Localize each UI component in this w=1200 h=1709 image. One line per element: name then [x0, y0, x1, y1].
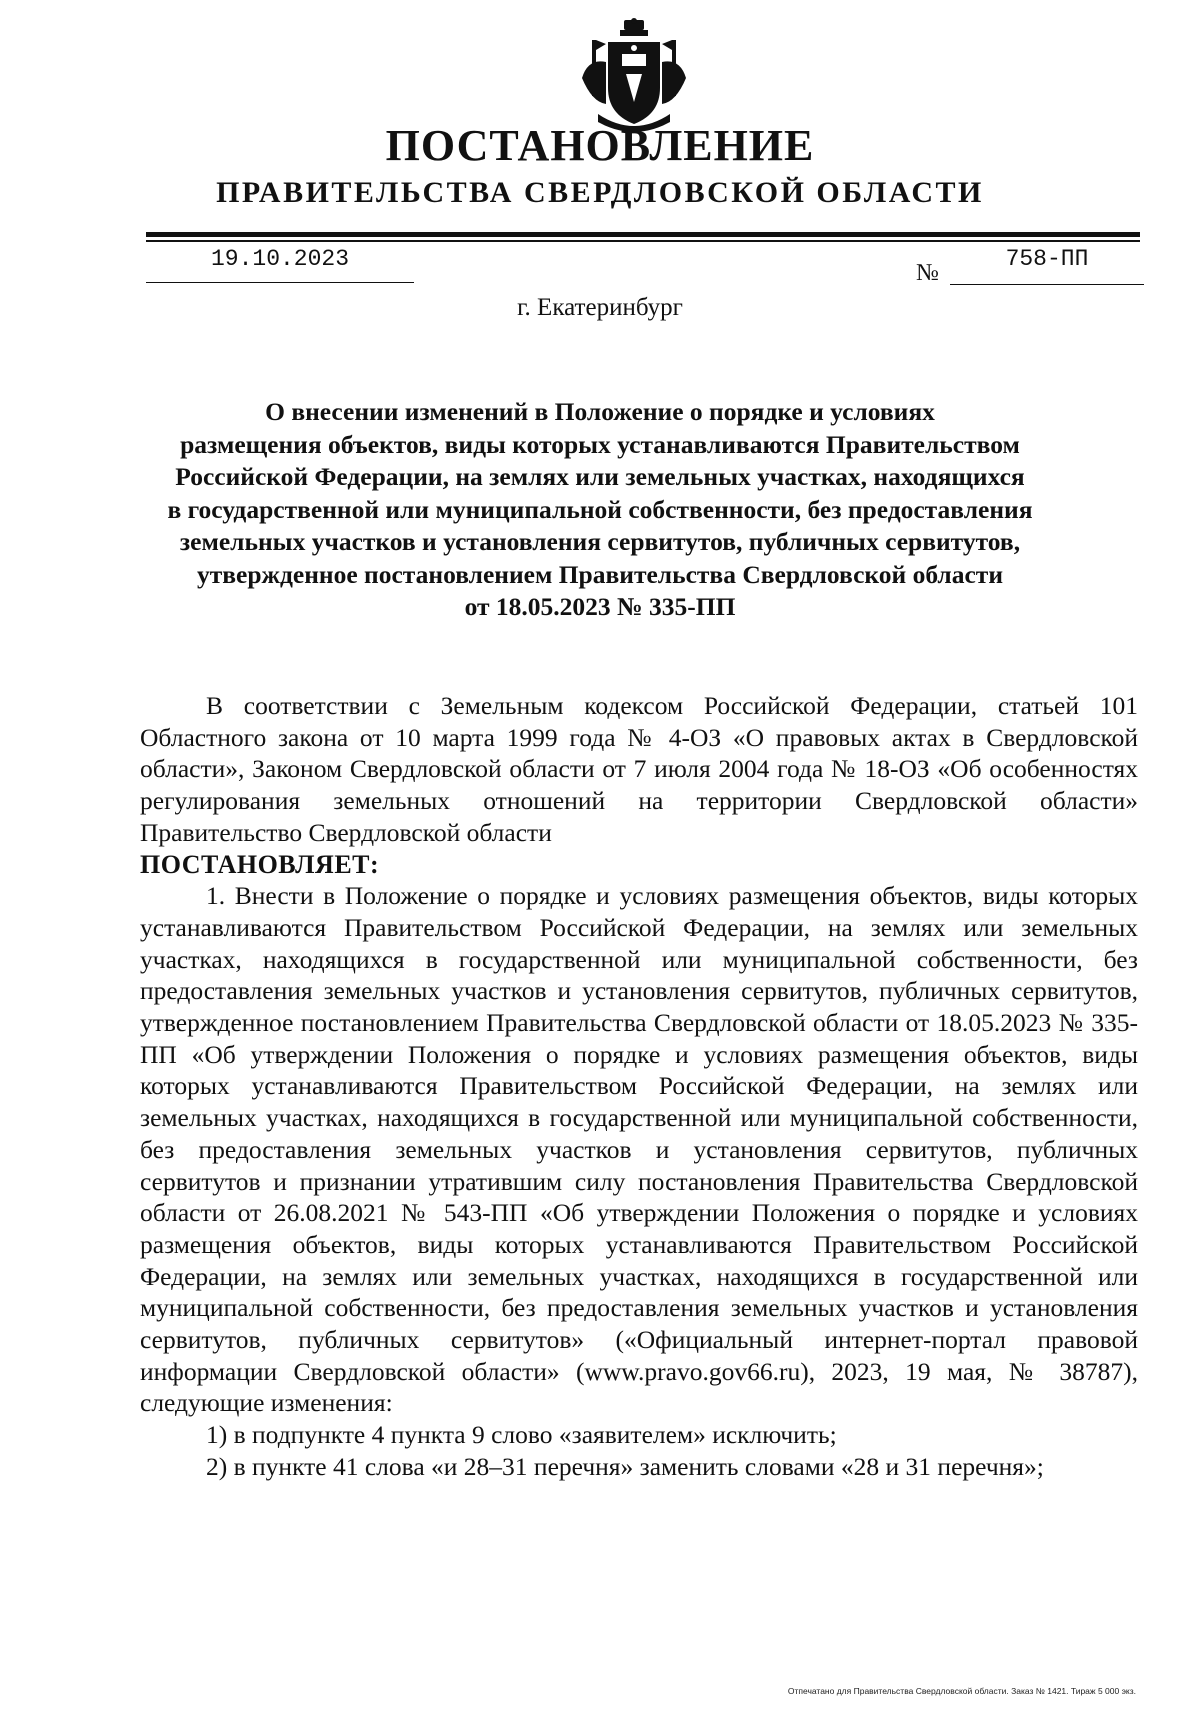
issuer-name: ПРАВИТЕЛЬСТВА СВЕРДЛОВСКОЙ ОБЛАСТИ	[216, 176, 984, 209]
subitem-2-paragraph: 2) в пункте 41 слова «и 28–31 перечня» заменить словами «28 и 31 перечня»;	[206, 1451, 1044, 1481]
printer-note: Отпечатано для Правительства Свердловской области. Заказ № 1421. Тираж 5 000 экз.	[787, 1686, 1136, 1696]
heading-line: в государственной или муниципальной собственности, без предоставления	[167, 494, 1033, 524]
heading-line: Российской Федерации, на землях или земельных участках, находящихся	[175, 462, 1025, 491]
number-sign: №	[916, 260, 939, 286]
document-heading	[130, 396, 1070, 624]
preamble-paragraph: В соответствии с Земельным кодексом Российской Федерации, статьей 101 Областного закона от 10 марта 1999 года № 4-ОЗ «О правовых актах в Свердловской области», Законом Свердловской области от 7 июля 2004 года № 18-ОЗ «Об особенностях регулирования земельных отношений на территории Свердловской области» Правительство Свердловской области	[140, 691, 1138, 847]
resolves-heading: ПОСТАНОВЛЯЕТ:	[140, 849, 380, 879]
document-body	[140, 690, 1138, 1483]
item-1-paragraph: 1. Внести в Положение о порядке и условиях размещения объектов, виды которых устанавливаются Правительством Российской Федерации, на землях или земельных участках, находящихся в государственной или муниципальной собственности, без предоставления земельных участков и установления сервитутов, публичных сервитутов, утвержденное постановлением Правительства Свердловской области от 18.05.2023 № 335-ПП «Об утверждении Положения о порядке и условиях размещения объектов, виды которых устанавливаются Правительством Российской Федерации, на землях или земельных участках, находящихся в государственной или муниципальной собственности, без предоставления земельных участков и установления сервитутов, публичных сервитутов и признании утратившим силу постановления Правительства Свердловской области от 26.08.2021 № 543-ПП «Об утверждении Положения о порядке и условиях размещения объектов, виды которых устанавливаются Правительством Российской Федерации, на землях или земельных участках, находящихся в государственной или муниципальной собственности, без предоставления земельных участков и установления сервитутов, публичных сервитутов» («Официальный интернет-портал правовой информации Свердловской области» (www.pravo.gov66.ru), 2023, 19 мая, № 38787), следующие изменения:	[140, 881, 1138, 1418]
heading-line: земельных участков и установления сервитутов, публичных сервитутов,	[179, 527, 1021, 556]
document-number: 758-ПП	[950, 246, 1144, 285]
heading-line: О внесении изменений в Положение о порядке и условиях	[265, 397, 935, 426]
subitem-1-paragraph: 1) в подпункте 4 пункта 9 слово «заявителем» исключить;	[206, 1420, 837, 1450]
heading-line: от 18.05.2023 № 335-ПП	[464, 592, 736, 621]
document-date: 19.10.2023	[146, 246, 414, 283]
coat-of-arms-emblem	[578, 18, 690, 134]
heading-line: утвержденное постановлением Правительства Свердловской области	[196, 559, 1004, 589]
header-divider-thin	[146, 240, 1140, 242]
issue-city: г. Екатеринбург	[517, 294, 683, 321]
document-type-title: ПОСТАНОВЛЕНИЕ	[385, 121, 815, 170]
heading-line: размещения объектов, виды которых устанавливаются Правительством	[180, 429, 1020, 459]
header-divider-thick	[146, 232, 1140, 237]
